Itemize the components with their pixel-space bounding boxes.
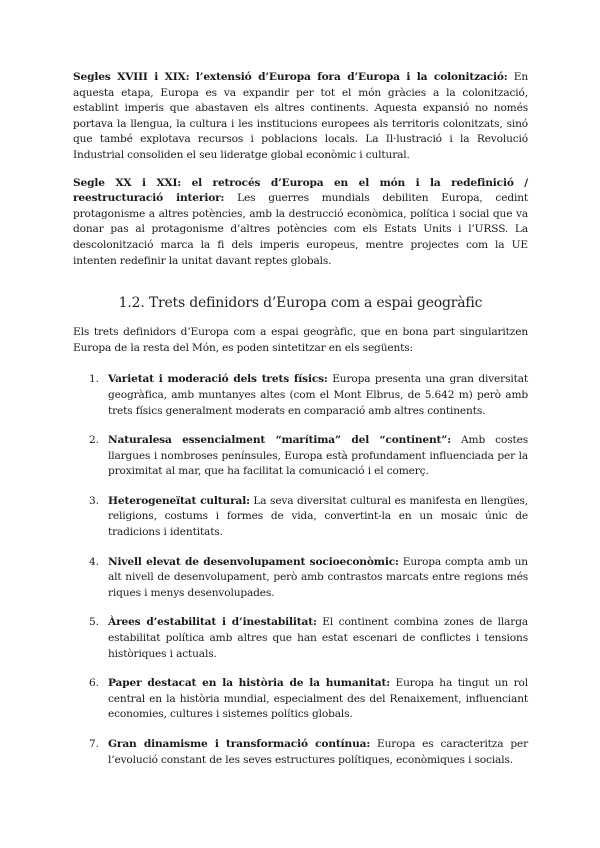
paragraph-segles-xx-xxi	[73, 176, 528, 270]
paragraph-heading: Segle XX i XXI: el retrocés d’Europa en el món i la redefinició / reestructuració interior:	[73, 176, 528, 205]
document-page	[73, 70, 528, 782]
list-item-heading: Varietat i moderació dels trets físics:	[108, 373, 328, 386]
list-number: 2.	[89, 434, 99, 447]
list-item-text: El continent combina zones de llarga estabilitat política amb altres que han estat escenari de conflictes i tensions històriques i actuals.	[108, 616, 528, 660]
paragraph-text: Les guerres mundials debiliten Europa, cedint protagonisme a altres potències, amb la destrucció econòmica, política i social que va donar pas al protagonisme d’altres potències com els Estats Units i l’URSS. La descolonització marca la fi dels imperis europeus, mentre projectes com la UE intenten redefinir la unitat davant reptes globals.	[73, 192, 528, 267]
paragraph-heading: Segles XVIII i XIX: l’extensió d’Europa fora d’Europa i la colonització:	[73, 71, 508, 83]
list-item	[73, 555, 528, 602]
list-number: 7.	[89, 738, 99, 750]
list-item-text: Europa compta amb un alt nivell de desenvolupament, però amb contrastos marcats entre regions més riques i menys desenvolupades.	[108, 555, 528, 599]
list-item-heading: Paper destacat en la història de la humanitat:	[108, 677, 390, 690]
list-number: 5.	[89, 616, 99, 629]
section-title: 1.2. Trets definidors d’Europa com a espai geogràfic	[118, 295, 483, 312]
list-number: 4.	[89, 555, 99, 568]
list-item-text: Europa ha tingut un rol central en la història mundial, especialment des del Renaixement, influenciant economies, cultures i sistemes polítics globals.	[108, 677, 528, 721]
list-item	[73, 372, 528, 419]
list-item-text: Amb costes llargues i nombroses penínsules, Europa està profundament influenciada per la proximitat al mar, que ha facilitat la comunicació i el comerç.	[108, 434, 528, 478]
paragraph-text: En aquesta etapa, Europa es va expandir per tot el món gràcies a la colonització, establint imperis que abastaven els altres continents. Aquesta expansió no només portava la llengua, la cultura i les institucions europees als territoris colonitzats, sinó que també explotava recursos i poblacions locals. La Il·lustració i la Revolució Industrial consoliden el seu lideratge global econòmic i cultural.	[73, 71, 528, 161]
list-item-text: La seva diversitat cultural es manifesta en llengües, religions, costums i formes de vida, convertint-la en un mosaic únic de tradicions i identitats.	[108, 494, 528, 539]
list-item-heading: Nivell elevat de desenvolupament socioeconòmic:	[108, 555, 399, 568]
list-number: 6.	[89, 677, 99, 690]
list-item	[73, 494, 528, 541]
traits-list	[73, 372, 528, 768]
list-item-text: Europa es caracteritza per l’evolució constant de les seves estructures polítiques, econòmiques i socials.	[108, 738, 528, 766]
list-item-heading: Naturalesa essencialment “marítima” del “continent”:	[108, 434, 451, 447]
section-intro: Els trets definidors d’Europa com a espai geogràfic, que en bona part singularitzen Europa de la resta del Món, es poden sintetitzar en els següents:	[73, 326, 528, 354]
list-item-heading: Heterogeneïtat cultural:	[108, 494, 250, 507]
list-item-heading: Gran dinamisme i transformació contínua:	[108, 738, 371, 750]
list-item	[73, 676, 528, 723]
list-number: 1.	[89, 373, 99, 386]
list-item-heading: Àrees d’estabilitat i d’inestabilitat:	[108, 616, 317, 629]
list-item	[73, 737, 528, 768]
list-number: 3.	[89, 494, 99, 507]
paragraph-segles-xviii-xix	[73, 70, 528, 164]
list-item-text: Europa presenta una gran diversitat geogràfica, amb muntanyes altes (com el Mont Elbrus, de 5.642 m) però amb trets físics generalment moderats en comparació amb altres continents.	[108, 373, 528, 417]
list-item	[73, 615, 528, 662]
list-item	[73, 433, 528, 480]
